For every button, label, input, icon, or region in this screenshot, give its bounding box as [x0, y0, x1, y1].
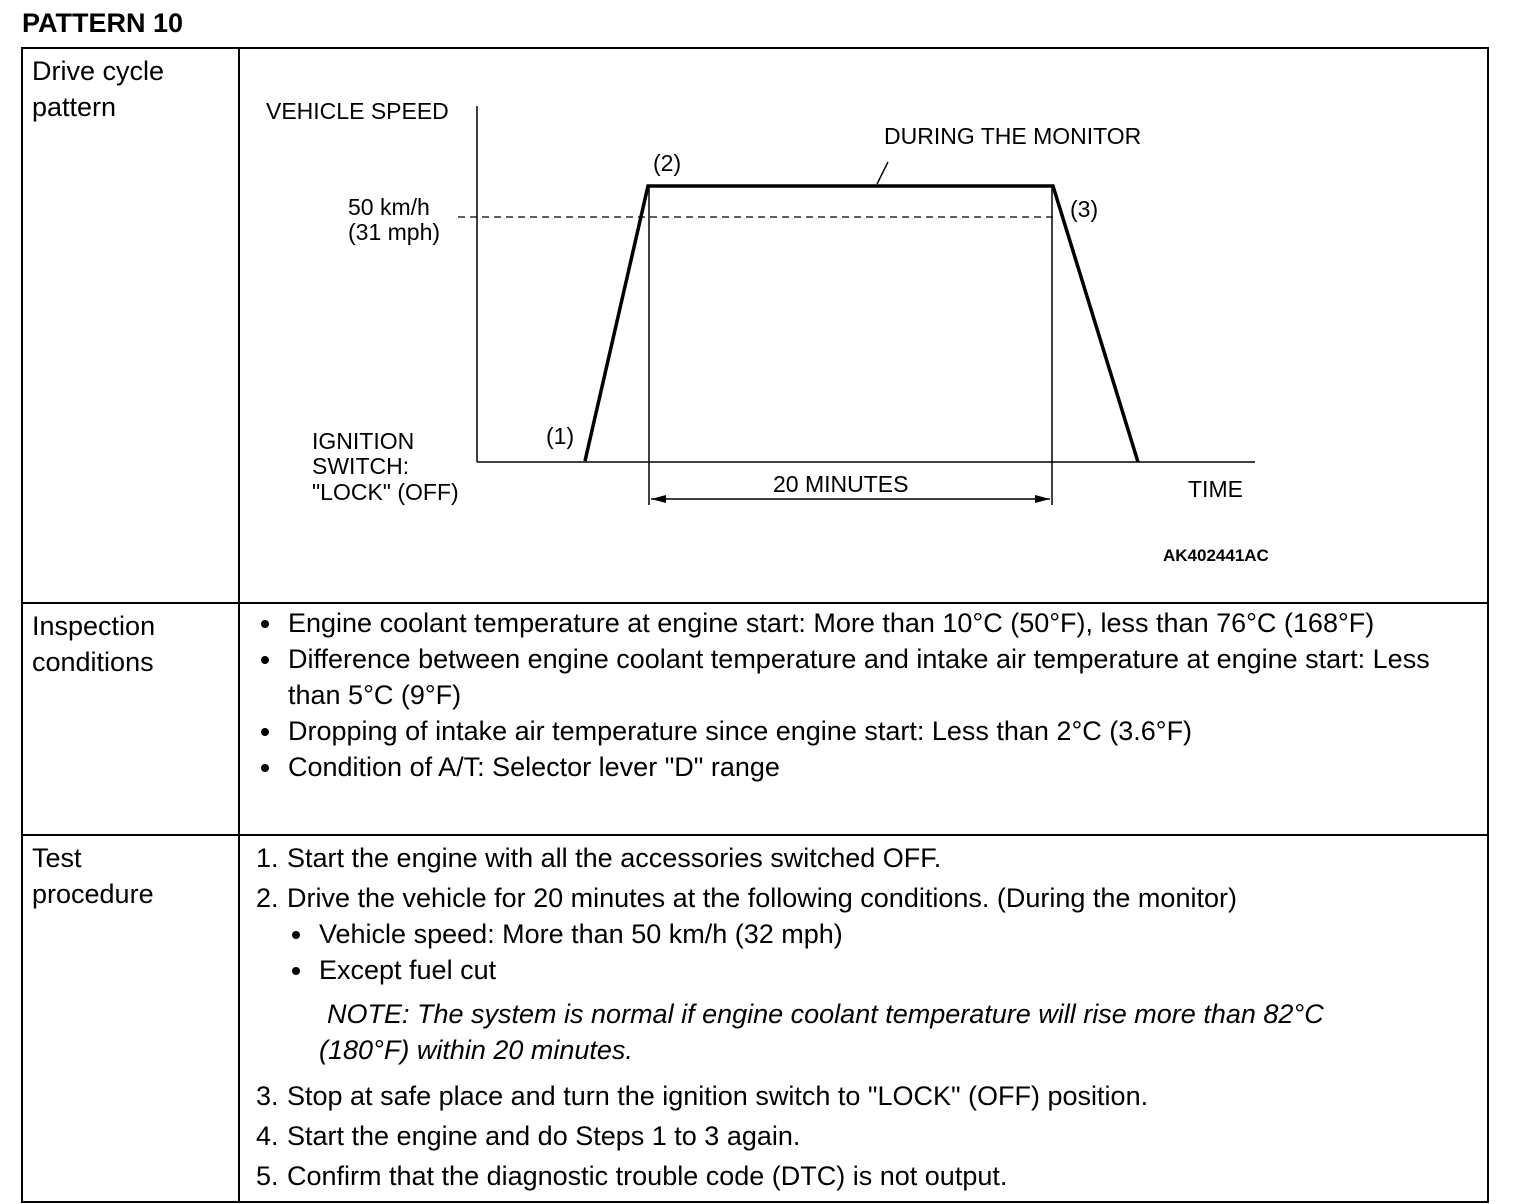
condition-item: Dropping of intake air temperature since engine start: Less than 2°C (3.6°F) [256, 713, 1487, 749]
step-2-condition-item: Vehicle speed: More than 50 km/h (32 mph) [287, 916, 1487, 952]
step-number: 3. [256, 1081, 279, 1111]
condition-item: Condition of A/T: Selector lever "D" range [256, 749, 1487, 785]
condition-item: Engine coolant temperature at engine start: More than 10°C (50°F), less than 76°C (168°F) [256, 605, 1487, 641]
monitor-leader-line [877, 162, 888, 184]
condition-item: Difference between engine coolant temperature and intake air temperature at engine start: Less than 5°C (9°F) [256, 641, 1487, 713]
step-text: Stop at safe place and turn the ignition switch to "LOCK" (OFF) position. [287, 1081, 1149, 1111]
note-line-2: (180°F) within 20 minutes. [319, 1035, 633, 1065]
step-2-conditions [256, 916, 1487, 988]
step-text: Confirm that the diagnostic trouble code (DTC) is not output. [287, 1161, 1008, 1191]
page-title: PATTERN 10 [22, 8, 184, 38]
inspection-label: Inspection conditions [32, 611, 156, 677]
step-3 [256, 1078, 1487, 1114]
ignition-label-line1: IGNITION [312, 428, 415, 454]
test-label: Test procedure [32, 843, 154, 909]
point-1-label: (1) [546, 423, 575, 449]
drive-cycle-diagram [240, 49, 1500, 598]
step-number: 2. [256, 883, 279, 913]
ignition-label-line2: SWITCH: [312, 453, 410, 479]
step-text: Start the engine with all the accessories switched OFF. [287, 843, 942, 873]
step-text: Start the engine and do Steps 1 to 3 again. [287, 1121, 801, 1151]
ignition-label-line3: "LOCK" (OFF) [312, 479, 459, 505]
test-procedure-cell [239, 835, 1488, 1202]
step-text: Drive the vehicle for 20 minutes at the following conditions. (During the monitor) [287, 883, 1237, 913]
drive-cycle-label: Drive cycle pattern [32, 56, 165, 122]
point-2-label: (2) [653, 150, 682, 176]
test-steps [240, 836, 1487, 1194]
step-number: 4. [256, 1121, 279, 1151]
figure-code: AK402441AC [1163, 546, 1269, 565]
step-2 [256, 880, 1487, 916]
drive-cycle-row [22, 48, 1488, 603]
inspection-label-cell [22, 603, 239, 835]
speed-label-mph: (31 mph) [348, 219, 441, 245]
inspection-row [22, 603, 1488, 835]
note-line-1: NOTE: The system is normal if engine coolant temperature will rise more than 82°C [327, 999, 1324, 1029]
x-axis-label: TIME [1188, 476, 1243, 502]
drive-cycle-diagram-cell [239, 48, 1488, 603]
step-number: 5. [256, 1161, 279, 1191]
speed-label-kmh: 50 km/h [348, 194, 430, 220]
duration-label: 20 MINUTES [773, 471, 909, 497]
step-4 [256, 1118, 1487, 1154]
step-1 [256, 840, 1487, 876]
y-axis-label: VEHICLE SPEED [266, 98, 449, 124]
step-2-condition-item: Except fuel cut [287, 952, 1487, 988]
test-label-cell [22, 835, 239, 1202]
test-procedure-row [22, 835, 1488, 1202]
monitor-label: DURING THE MONITOR [884, 123, 1142, 149]
note-block [256, 988, 1487, 1074]
point-3-label: (3) [1070, 196, 1099, 222]
inspection-conditions-list [240, 604, 1487, 785]
step-number: 1. [256, 843, 279, 873]
step-5 [256, 1158, 1487, 1194]
drive-cycle-label-cell [22, 48, 239, 603]
inspection-conditions-cell [239, 603, 1488, 835]
pattern-table [21, 47, 1489, 1203]
speed-profile-line [585, 186, 1138, 462]
